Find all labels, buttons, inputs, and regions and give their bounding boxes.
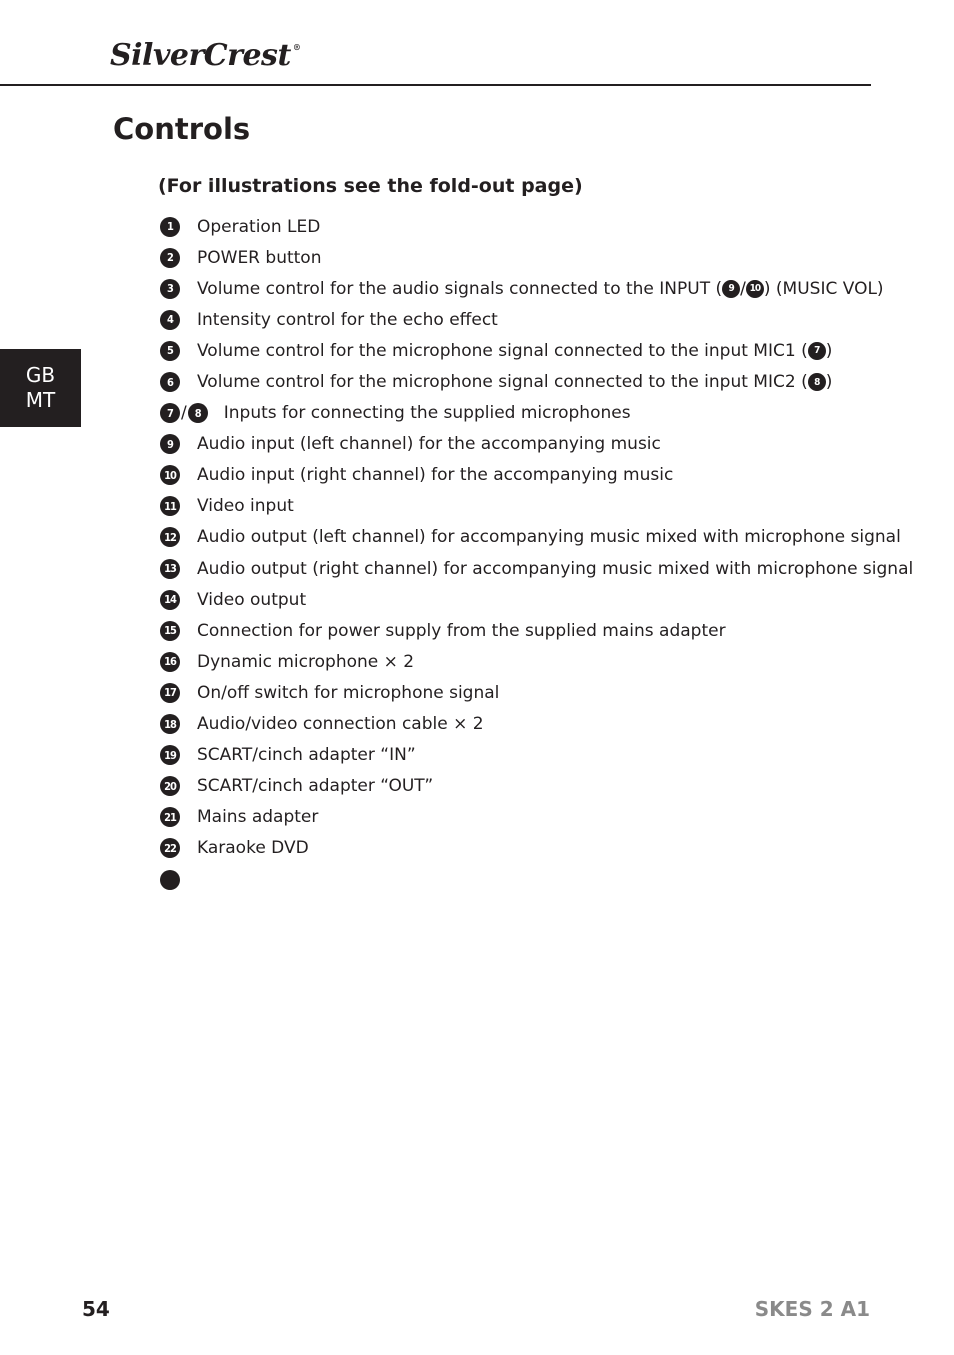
item-label: Dynamic microphone × 2 — [197, 651, 415, 672]
controls-list — [160, 211, 914, 895]
list-item — [160, 615, 860, 646]
item-label: Audio/video connection cable × 2 — [197, 714, 484, 735]
item-number-badge: 20 — [160, 776, 180, 796]
item-label: SCART/cinch adapter “OUT” — [197, 776, 434, 797]
list-item — [160, 646, 860, 677]
item-label: Audio input (left channel) for the accompanying music — [197, 434, 661, 455]
item-number-badge: 4 — [160, 310, 180, 330]
reference-badge: 9 — [722, 280, 740, 298]
item-label-text: ) (MUSIC VOL) — [763, 278, 884, 299]
item-number-badge: 12 — [160, 527, 180, 547]
item-label: Intensity control for the echo effect — [197, 309, 498, 330]
list-item — [160, 429, 860, 460]
list-item — [160, 211, 860, 242]
reference-badge: 10 — [746, 280, 764, 298]
brand-logo — [110, 38, 300, 73]
item-label: On/off switch for microphone signal — [197, 682, 500, 703]
reference-badge: 8 — [808, 373, 826, 391]
item-number-badge: 21 — [160, 807, 180, 827]
item-label: Audio output (right channel) for accompanying music mixed with microphone signal — [197, 558, 914, 579]
item-number-badge: 3 — [160, 279, 180, 299]
item-label: SCART/cinch adapter “IN” — [197, 745, 416, 766]
page-number: 54 — [82, 1297, 110, 1321]
item-number-badge: 13 — [160, 559, 180, 579]
item-label-text: ) — [825, 340, 833, 361]
item-label: Inputs for connecting the supplied microphones — [223, 403, 631, 424]
page-title: Controls — [113, 112, 251, 146]
item-number-badge: 16 — [160, 652, 180, 672]
model-number: SKES 2 A1 — [754, 1297, 870, 1321]
list-item — [160, 584, 860, 615]
item-number-badge: 5 — [160, 341, 180, 361]
list-item — [160, 304, 860, 335]
item-number-badge: 8 — [188, 403, 208, 423]
item-number-badge: 2 — [160, 248, 180, 268]
item-number-badge: 6 — [160, 372, 180, 392]
item-number-badge: 14 — [160, 590, 180, 610]
reference-separator: / — [740, 278, 746, 299]
list-item — [160, 864, 860, 895]
item-number-badge: 11 — [160, 496, 180, 516]
item-label: Connection for power supply from the supplied mains adapter — [197, 620, 726, 641]
item-label-text: ) — [825, 372, 833, 393]
item-label-text: Volume control for the microphone signal connected to the input MIC1 ( — [197, 340, 808, 361]
registered-mark: ® — [292, 42, 301, 52]
item-number-badge: 9 — [160, 434, 180, 454]
item-label: Video input — [197, 496, 294, 517]
language-tab — [0, 349, 81, 427]
item-number-badge: 17 — [160, 683, 180, 703]
list-item — [160, 709, 860, 740]
item-number-badge: 15 — [160, 621, 180, 641]
language-code-mt: MT — [25, 388, 56, 412]
header-rule — [0, 84, 871, 86]
list-item — [160, 677, 860, 708]
item-number-badge: 22 — [160, 838, 180, 858]
number-separator: / — [181, 403, 187, 424]
item-label: Audio output (left channel) for accompanying music mixed with microphone signal — [197, 527, 901, 548]
list-item — [160, 491, 860, 522]
item-number-badge: 1 — [160, 217, 180, 237]
reference-badge: 7 — [808, 342, 826, 360]
item-number-badge: 10 — [160, 465, 180, 485]
item-number-badge: 19 — [160, 745, 180, 765]
list-item — [160, 553, 914, 584]
item-label: Mains adapter — [197, 807, 319, 828]
list-item — [160, 335, 860, 366]
list-item — [160, 366, 860, 397]
item-label — [197, 341, 832, 361]
list-item — [160, 802, 860, 833]
list-item — [160, 273, 884, 304]
item-label: Audio input (right channel) for the accompanying music — [197, 465, 674, 486]
item-label — [197, 372, 832, 392]
brand-name: SilverCrest — [110, 38, 291, 73]
item-label — [197, 279, 884, 299]
item-label-text: Volume control for the audio signals connected to the INPUT ( — [197, 278, 723, 299]
language-code-gb: GB — [25, 363, 56, 387]
item-number-badge: 7 — [160, 403, 180, 423]
item-label-text: Volume control for the microphone signal connected to the input MIC2 ( — [197, 372, 808, 393]
item-number-badge — [160, 870, 180, 890]
list-item — [160, 833, 860, 864]
item-label: POWER button — [197, 247, 322, 268]
item-label: Karaoke DVD — [197, 838, 309, 859]
list-item — [160, 242, 860, 273]
list-item — [160, 398, 860, 429]
item-label: Video output — [197, 589, 307, 610]
item-number-badge: 18 — [160, 714, 180, 734]
list-item — [160, 771, 860, 802]
item-label: Operation LED — [197, 216, 321, 237]
section-subtitle: (For illustrations see the fold-out page) — [158, 175, 583, 197]
list-item — [160, 522, 901, 553]
list-item — [160, 740, 860, 771]
list-item — [160, 460, 860, 491]
item-number-pair — [160, 403, 208, 423]
